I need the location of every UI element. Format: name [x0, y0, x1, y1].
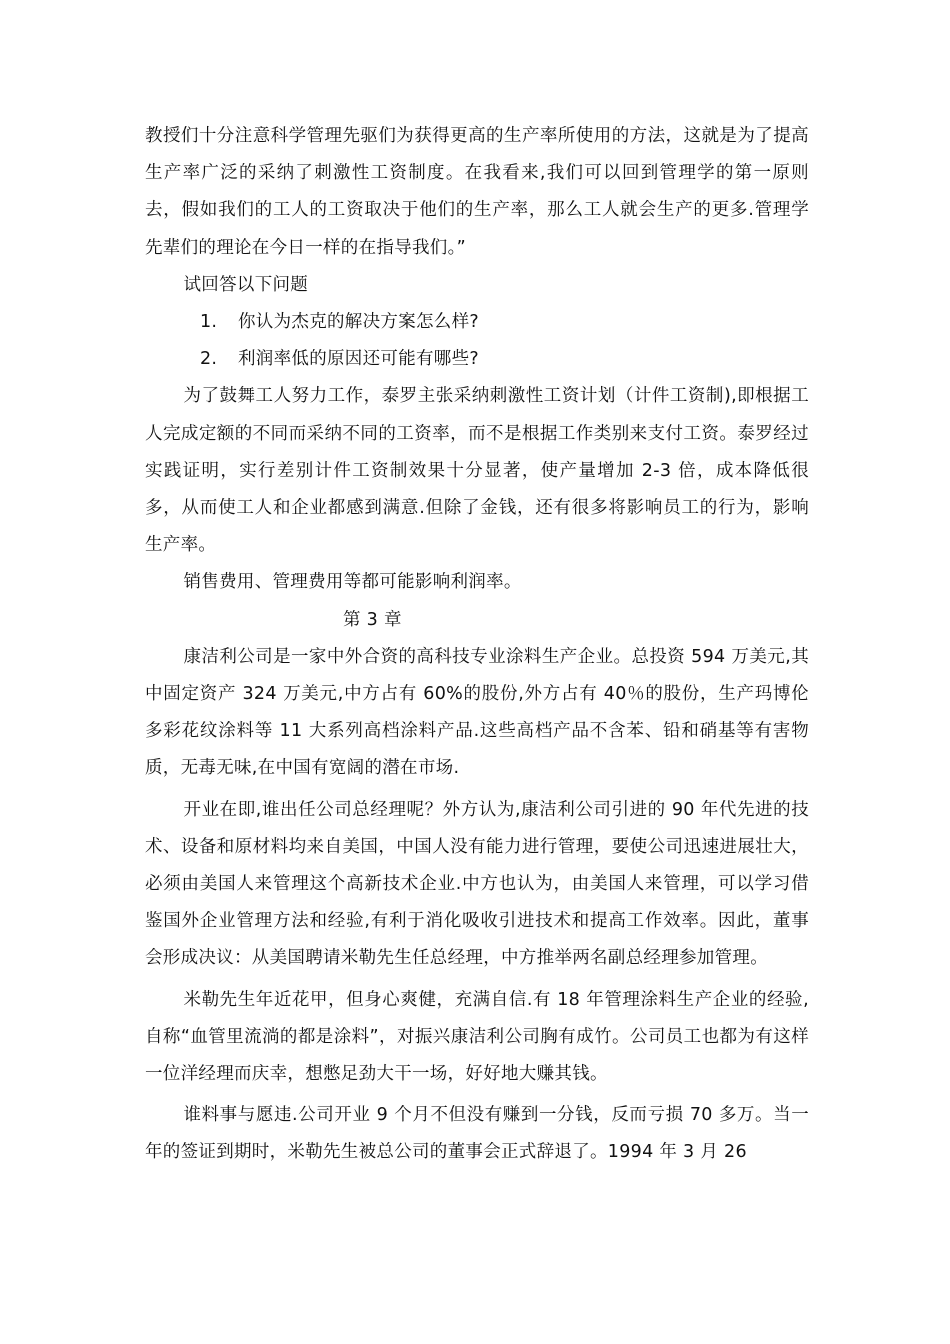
question-number-1: 1. [200, 312, 218, 333]
paragraph-company-intro: 康洁利公司是一家中外合资的高科技专业涂料生产企业。总投资 594 万美元,其中固定资产 324 万美元,中方占有 60%的股份,外方占有 40％的股份，生产玛博伦多彩花纹涂料等 11 大系列高档涂料产品.这些高档产品不含苯、铅和硝基等有害物质，无毒无味,在中国有宽阔的潜在市场. [145, 646, 809, 779]
paragraph-answer-1: 为了鼓舞工人努力工作，泰罗主张采纳刺激性工资计划（计件工资制),即根据工人完成定额的不同而采纳不同的工资率，而不是根据工作类别来支付工资。泰罗经过实践证明，实行差别计件工资制效果十分显著，使产量增加 2-3 倍，成本降低很多，从而使工人和企业都感到满意.但除了金钱，还有很多将影响员工的行为，影响生产率。 [145, 386, 809, 556]
paragraph-quote-end: 教授们十分注意科学管理先驱们为获得更高的生产率所使用的方法，这就是为了提高生产率广泛的采纳了刺激性工资制度。在我看来,我们可以回到管理学的第一原则去，假如我们的工人的工资取决于他们的生产率，那么工人就会生产的更多.管理学先辈们的理论在今日一样的在指导我们。” [145, 126, 809, 258]
paragraph-manager-selection: 开业在即,谁出任公司总经理呢？外方认为,康洁利公司引进的 90 年代先进的技术、设备和原材料均来自美国，中国人没有能力进行管理，要使公司迅速进展壮大，必须由美国人来管理这个高新技术企业.中方也认为，由美国人来管理，可以学习借鉴国外企业管理方法和经验,有利于消化吸收引进技术和提高工作效率。因此，董事会形成决议：从美国聘请米勒先生任总经理，中方推举两名副总经理参加管理。 [145, 799, 809, 969]
question-number-2: 2. [200, 349, 218, 370]
paragraph-outcome: 谁料事与愿违.公司开业 9 个月不但没有赚到一分钱，反而亏损 70 多万。当一年的签证到期时，米勒先生被总公司的董事会正式辞退了。1994 年 3 月 26 [145, 1105, 809, 1163]
chapter-heading: 第 3 章 [343, 609, 402, 630]
question-text-1: 你认为杰克的解决方案怎么样? [238, 312, 479, 333]
question-item-2 [145, 341, 809, 378]
paragraph-answer-2: 销售费用、管理费用等都可能影响利润率。 [183, 572, 522, 593]
question-text-2: 利润率低的原因还可能有哪些? [238, 349, 479, 370]
paragraph-miller-profile: 米勒先生年近花甲，但身心爽健，充满自信.有 18 年管理涂料生产企业的经验,自称“血管里流淌的都是涂料”，对振兴康洁利公司胸有成竹。公司员工也都为有这样一位洋经理而庆幸，想憋足劲大干一场，好好地大赚其钱。 [145, 989, 809, 1085]
question-item-1 [145, 304, 809, 341]
document-body [145, 118, 809, 1172]
paragraph-question-intro: 试回答以下问题 [183, 274, 309, 295]
